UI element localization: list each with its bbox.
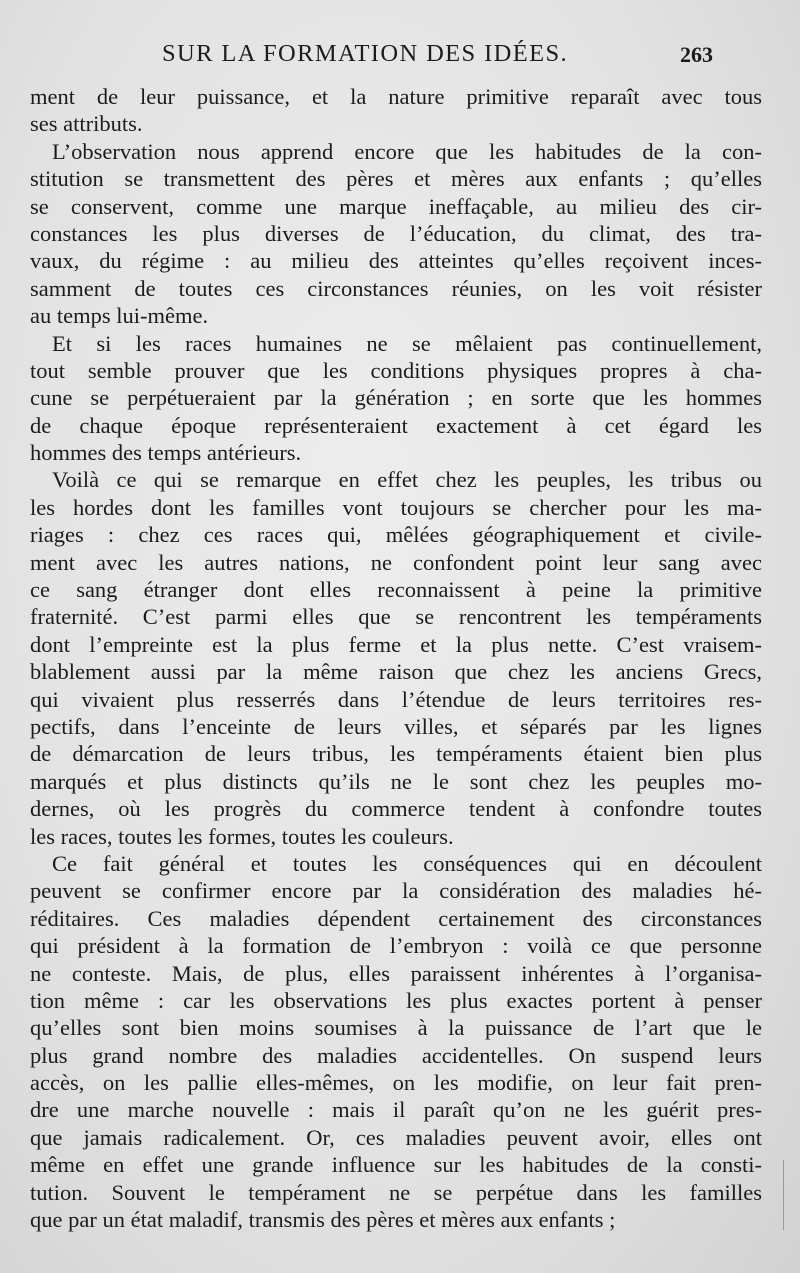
text-line: Et si les races humaines ne se mêlaient pas continuellement,	[52, 330, 762, 356]
text-line: Voilà ce qui se remarque en effet chez les peuples, les tribus ou	[52, 467, 762, 493]
text-line: fraternité. C’est parmi elles que se rencontrent les tempéraments	[30, 604, 762, 630]
text-line: stitution se transmettent des pères et mères aux enfants ; qu’elles	[30, 166, 762, 192]
text-line: Ce fait général et toutes les conséquences qui en découlent	[52, 850, 762, 876]
text-line: que jamais radicalement. Or, ces maladies peuvent avoir, elles ont	[30, 1124, 762, 1150]
text-line: les hordes dont les familles vont toujours se chercher pour les ma-	[30, 494, 762, 520]
paragraph	[30, 83, 762, 138]
text-line: peuvent se confirmer encore par la considération des maladies hé-	[30, 878, 762, 904]
text-line: de démarcation de leurs tribus, les tempéraments étaient bien plus	[30, 741, 762, 767]
text-line: dont l’empreinte est la plus ferme et la plus nette. C’est vraisem-	[30, 631, 762, 657]
text-line: plus grand nombre des maladies accidentelles. On suspend leurs	[30, 1042, 762, 1068]
text-line: même en effet une grande influence sur les habitudes de la consti-	[30, 1152, 762, 1178]
text-line: ment de leur puissance, et la nature primitive reparaît avec tous	[30, 84, 762, 109]
page-edge-mark	[783, 1160, 788, 1230]
text-line: que par un état maladif, transmis des pères et mères aux enfants ;	[30, 1207, 616, 1233]
text-line: ce sang étranger dont elles reconnaissent à peine la primitive	[30, 577, 762, 603]
text-line: au temps lui-même.	[30, 303, 209, 329]
paragraph	[30, 466, 762, 849]
text-line: marqués et plus distincts qu’ils ne le sont chez les peuples mo-	[30, 768, 762, 794]
text-line: les races, toutes les formes, toutes les couleurs.	[30, 823, 454, 849]
text-line: dre une marche nouvelle : mais il paraît qu’on ne les guérit pres-	[30, 1097, 762, 1123]
text-line: blablement aussi par la même raison que chez les anciens Grecs,	[30, 659, 762, 685]
text-line: qu’elles sont bien moins soumises à la puissance de l’art que le	[30, 1015, 762, 1041]
running-title: SUR LA FORMATION DES IDÉES.	[162, 40, 569, 67]
text-line: dernes, où les progrès du commerce tendent à confondre toutes	[30, 796, 762, 822]
text-line: riages : chez ces races qui, mêlées géographiquement et civile-	[30, 522, 762, 548]
text-line: pectifs, dans l’enceinte de leurs villes, et séparés par les lignes	[30, 713, 762, 739]
paragraph	[30, 330, 762, 467]
page-number: 263	[680, 42, 713, 67]
text-line: ment avec les autres nations, ne confondent point leur sang avec	[30, 549, 762, 575]
text-line: réditaires. Ces maladies dépendent certainement des circonstances	[30, 905, 762, 931]
text-line: de chaque époque représenteraient exactement à cet égard les	[30, 412, 762, 438]
text-line: constances les plus diverses de l’éducation, du climat, des tra-	[30, 220, 762, 246]
text-line: vaux, du régime : au milieu des atteintes qu’elles reçoivent inces-	[30, 248, 762, 274]
text-line: se conservent, comme une marque ineffaçable, au milieu des cir-	[30, 193, 762, 219]
paragraph	[30, 138, 762, 330]
text-line: ses attributs.	[30, 111, 143, 137]
text-line: cune se perpétueraient par la génération ; en sorte que les hommes	[30, 385, 762, 411]
text-line: tion même : car les observations les plus exactes portent à penser	[30, 987, 762, 1013]
text-line: accès, on les pallie elles-mêmes, on les modifie, on leur fait pren-	[30, 1070, 762, 1096]
text-line: qui vivaient plus resserrés dans l’étendue de leurs territoires res-	[30, 686, 762, 712]
text-line: ne conteste. Mais, de plus, elles paraissent inhérentes à l’organisa-	[30, 960, 762, 986]
paragraph	[30, 850, 762, 1233]
text-line: tution. Souvent le tempérament ne se perpétue dans les familles	[30, 1179, 762, 1205]
text-line: qui président à la formation de l’embryon : voilà ce que personne	[30, 933, 762, 959]
text-line: tout semble prouver que les conditions physiques propres à cha-	[30, 357, 762, 383]
page-header	[0, 40, 800, 74]
body-text	[30, 83, 762, 1233]
text-line: hommes des temps antérieurs.	[30, 440, 302, 466]
text-line: L’observation nous apprend encore que les habitudes de la con-	[52, 138, 762, 164]
text-line: samment de toutes ces circonstances réunies, on les voit résister	[30, 275, 762, 301]
